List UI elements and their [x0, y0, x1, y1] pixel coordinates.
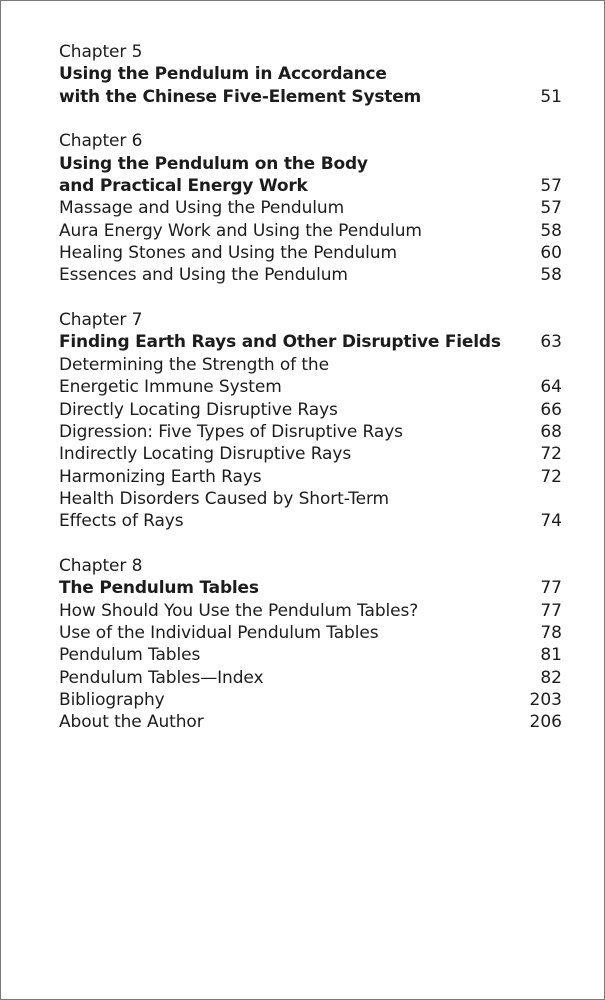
page-number: 60 — [540, 243, 562, 264]
spacer — [59, 533, 562, 555]
table-of-contents — [59, 41, 562, 734]
toc-entry: Pendulum Tables—Index 82 — [59, 667, 562, 688]
page-number: 57 — [540, 176, 562, 197]
chapter-title-entry: The Pendulum Tables 77 — [59, 578, 562, 599]
toc-entry: Effects of Rays 74 — [59, 511, 562, 532]
page-number: 51 — [540, 86, 562, 107]
page-number: 58 — [540, 220, 562, 241]
toc-entry: Essences and Using the Pendulum 58 — [59, 265, 562, 286]
spacer — [59, 108, 562, 130]
chapter-title-entry: with the Chinese Five-Element System 51 — [59, 86, 562, 107]
spacer — [59, 287, 562, 309]
page-number: 68 — [540, 421, 562, 442]
toc-entry: Bibliography 203 — [59, 689, 562, 710]
chapter-7-block — [59, 309, 562, 532]
page-number: 206 — [529, 712, 562, 733]
toc-entry: About the Author 206 — [59, 712, 562, 733]
page-number: 66 — [540, 399, 562, 420]
page-number: 74 — [540, 511, 562, 532]
page-number: 58 — [540, 265, 562, 286]
page-number: 77 — [540, 600, 562, 621]
chapter-label: Chapter 6 — [59, 131, 143, 152]
page-number: 81 — [540, 645, 562, 666]
chapter-label: Chapter 8 — [59, 555, 143, 576]
chapter-title: Using the Pendulum on the Body — [59, 153, 368, 174]
toc-entry: Aura Energy Work and Using the Pendulum 58 — [59, 220, 562, 241]
page-number: 72 — [540, 444, 562, 465]
toc-entry: Directly Locating Disruptive Rays 66 — [59, 399, 562, 420]
page-number: 72 — [540, 466, 562, 487]
page-number: 63 — [540, 332, 562, 353]
page-number: 57 — [540, 198, 562, 219]
page-number: 64 — [540, 377, 562, 398]
toc-entry: Digression: Five Types of Disruptive Rays 68 — [59, 421, 562, 442]
toc-entry: How Should You Use the Pendulum Tables? 77 — [59, 600, 562, 621]
chapter-6-block — [59, 130, 562, 286]
toc-entry: Pendulum Tables 81 — [59, 645, 562, 666]
page-number: 77 — [540, 578, 562, 599]
chapter-title: Using the Pendulum in Accordance — [59, 64, 387, 85]
toc-entry: Use of the Individual Pendulum Tables 78 — [59, 622, 562, 643]
chapter-label: Chapter 5 — [59, 42, 143, 62]
chapter-5-block — [59, 41, 562, 108]
toc-entry-line: Determining the Strength of the — [59, 354, 329, 375]
toc-entry: Indirectly Locating Disruptive Rays 72 — [59, 444, 562, 465]
chapter-8-block — [59, 555, 562, 734]
toc-entry-line: Health Disorders Caused by Short-Term — [59, 488, 390, 509]
toc-entry: Massage and Using the Pendulum 57 — [59, 198, 562, 219]
page-number: 82 — [540, 667, 562, 688]
toc-entry: Harmonizing Earth Rays 72 — [59, 466, 562, 487]
chapter-title-entry: and Practical Energy Work 57 — [59, 176, 562, 197]
toc-entry: Healing Stones and Using the Pendulum 60 — [59, 243, 562, 264]
page-number: 78 — [540, 622, 562, 643]
chapter-title-entry: Finding Earth Rays and Other Disruptive Fields 63 — [59, 332, 562, 353]
toc-entry: Energetic Immune System 64 — [59, 377, 562, 398]
chapter-label: Chapter 7 — [59, 310, 143, 331]
page-number: 203 — [529, 689, 562, 710]
